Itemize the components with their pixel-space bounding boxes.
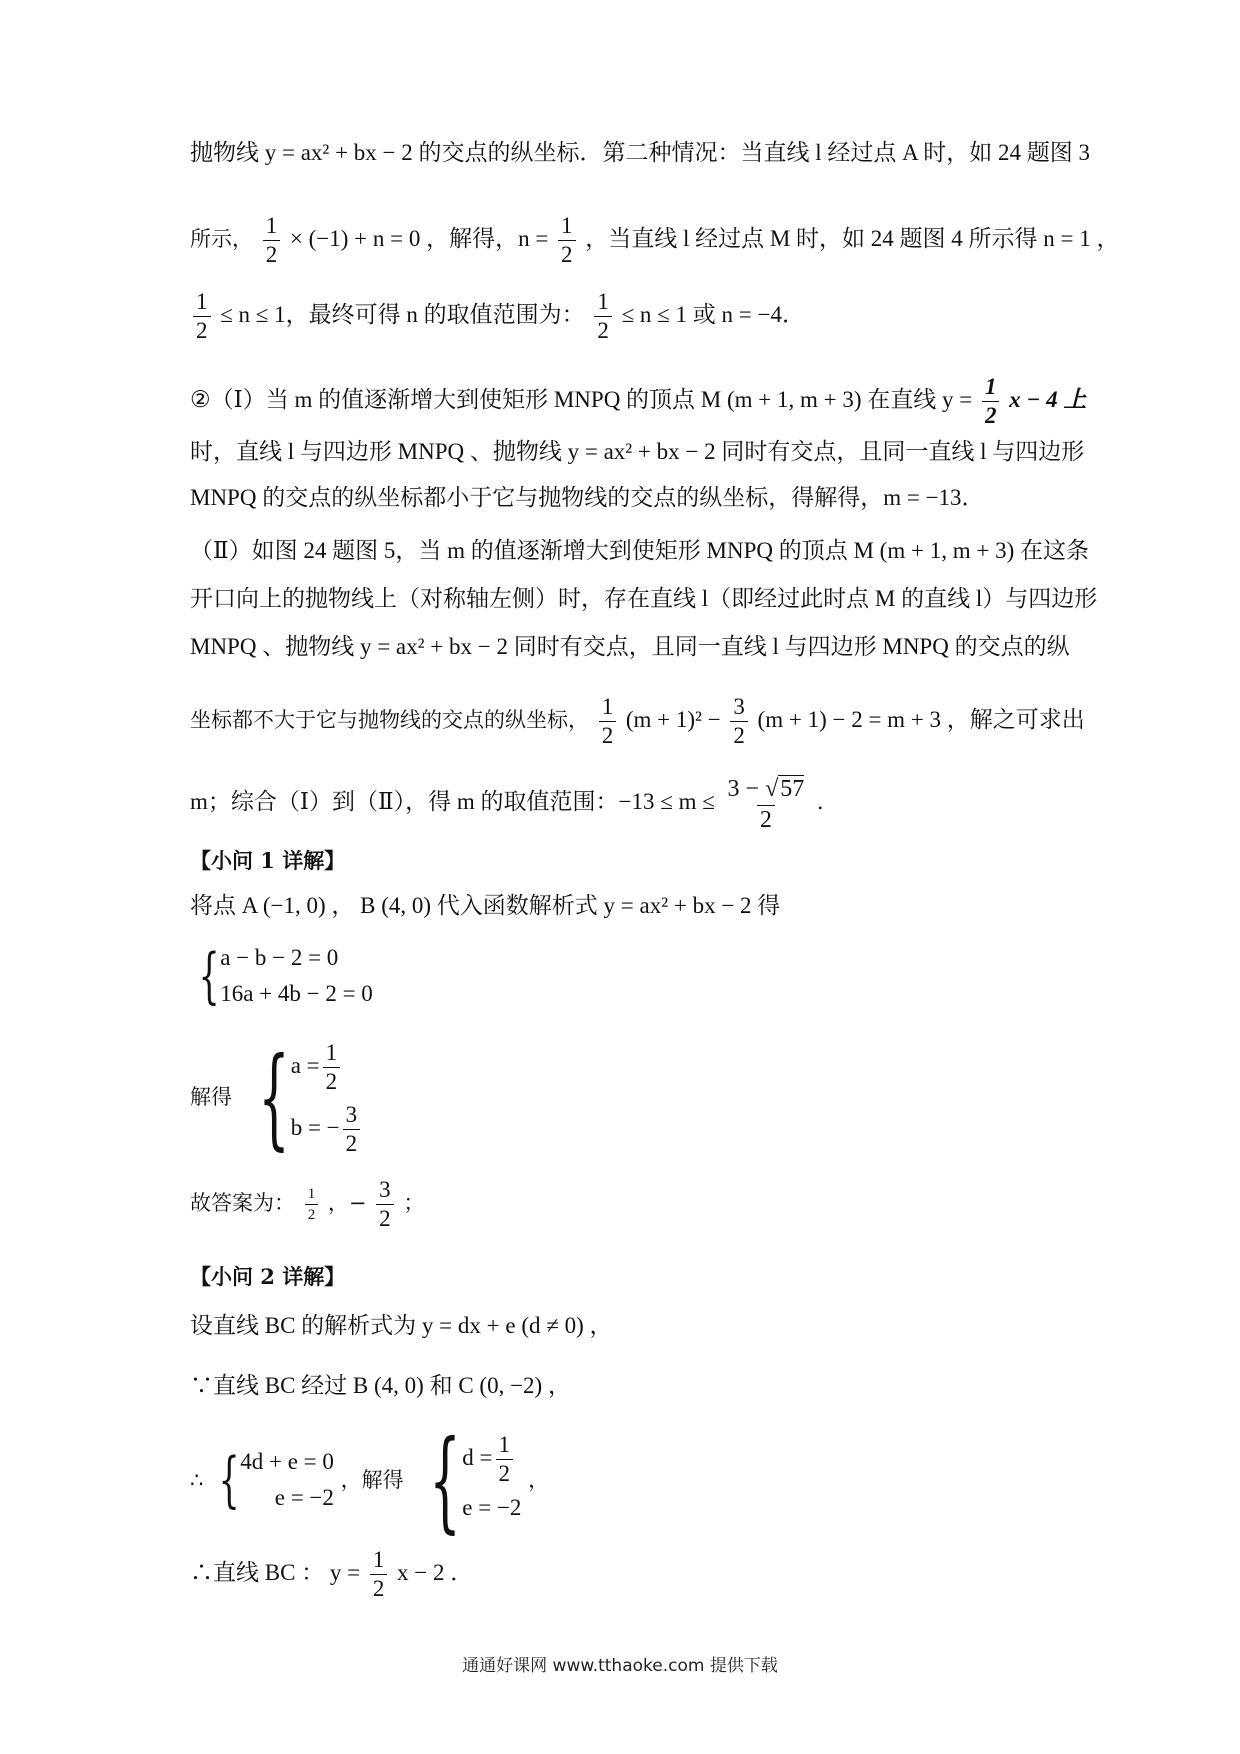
line-12-text: 将点 A (−1, 0) ， B (4, 0) 代入函数解析式 y = ax² + bx − 2 得 [190,893,781,918]
text-line-4 [190,374,1087,428]
solution-1-row-a: a = $\frac{1}{2}$ [291,1035,363,1097]
left-brace-icon: { [198,941,220,1011]
line-16-text: ∵直线 BC 经过 B (4, 0) 和 C (0, −2) ， [190,1373,571,1398]
line-14-post: ； [403,1191,425,1215]
fraction-root-57: $\frac{3 - √57}{2}$ [727,776,805,833]
line-6-text: MNPQ 的交点的纵坐标都小于它与抛物线的交点的纵坐标，得解得，m = −13． [190,485,985,510]
line-17-post: ， [528,1468,550,1492]
line-17-mid: ，解得 [340,1468,404,1492]
text-line-7 [190,536,1089,566]
line-10-mid: (m + 1)² − [625,707,721,732]
system-2-row-2: e = −2 [274,1485,334,1510]
line-2-mid: × (−1) + n = 0 ，解得，n = [289,226,549,251]
text-line-8 [190,584,1098,614]
line-3-a: ≤ n ≤ 1，最终可得 n 的取值范围为： [220,302,585,327]
solution-2-row-b: e = −2 [462,1495,522,1521]
line-3-b: ≤ n ≤ 1 或 n = −4． [621,302,806,327]
line-5-text: 时，直线 l 与四边形 MNPQ 、抛物线 y = ax² + bx − 2 同时有交点，且同一直线 l 与四边形 [190,439,1085,464]
line-14-pre: 故答案为： [190,1191,295,1215]
left-brace-icon: { [257,1033,290,1161]
therefore-symbol: ∴ [190,1468,204,1492]
line-9-text: MNPQ 、抛物线 y = ax² + bx − 2 同时有交点，且同一直线 l 与四边形 MNPQ 的交点的纵 [190,634,1070,659]
text-line-1 [190,138,1090,168]
system-2-row-1: 4d + e = 0 [240,1449,334,1474]
left-brace-icon: { [218,1445,240,1515]
line-11-post: ． [816,790,838,814]
solution-1-label: 解得 [190,1085,232,1109]
fraction-one-half: $\frac{1}{2}$ [193,290,211,343]
text-line-11 [190,775,1070,832]
fraction-one-half: $\frac{1}{2}$ [370,1548,388,1601]
line-14-sep: ，− [327,1191,367,1215]
line-4-pre: ②（Ⅰ）当 m 的值逐渐增大到使矩形 MNPQ 的顶点 M (m + 1, m + 3) 在直线 y = [190,387,973,412]
line-18-post: x − 2 ． [397,1560,474,1585]
solution-1 [239,1035,363,1159]
section-heading-1 [190,846,1070,876]
line-10-pre: 坐标都不大于它与抛物线的交点的纵坐标， [190,708,589,732]
line-2-post: ，当直线 l 经过点 M 时，如 24 题图 4 所示得 n = 1 ， [585,226,1120,251]
solution-1-row-b: b = − $\frac{3}{2}$ [291,1097,363,1159]
text-line-15 [190,1311,1070,1341]
text-line-2 [190,213,1120,267]
line-18-pre: ∴直线 BC ： y = [190,1560,361,1585]
left-brace-icon: { [429,1416,462,1544]
heading-1-text: 【小问 1 详解】 [190,848,346,873]
fraction-three-halves: $\frac{3}{2}$ [730,695,748,748]
fraction-three-halves: $\frac{3}{2}$ [376,1178,394,1231]
text-line-12 [190,891,1070,921]
line-2-pre: 所示， [190,227,253,251]
line-8-text: 开口向上的抛物线上（对称轴左侧）时，存在直线 l（即经过此时点 M 的直线 l）与四边形 [190,586,1098,611]
system-2 [210,1444,334,1516]
line-4-post: x − 4 上 [1009,387,1087,412]
text-line-6 [190,483,1070,513]
system-1-row-1: a − b − 2 = 0 [220,945,339,970]
line-7-text: （Ⅱ）如图 24 题图 5，当 m 的值逐渐增大到使矩形 MNPQ 的顶点 M (m + 1, m + 3) 在这条 [190,538,1089,563]
text-line-16 [190,1371,1070,1401]
section-heading-2 [190,1262,1070,1292]
line-1-text: 抛物线 y = ax² + bx − 2 的交点的纵坐标．第二种情况：当直线 l 经过点 A 时，如 24 题图 3 [190,140,1090,165]
line-10-post: (m + 1) − 2 = m + 3 ，解之可求出 [757,707,1085,732]
line-15-text: 设直线 BC 的解析式为 y = dx + e (d ≠ 0) ， [190,1313,613,1338]
system-1 [190,940,373,1012]
fraction-one-half: $\frac{1}{2}$ [599,695,617,748]
equation-system-1 [190,940,1070,1020]
system-1-row-2: 16a + 4b − 2 = 0 [220,981,373,1006]
fraction-one-half-small: $\frac{1}{2}$ [305,1186,319,1223]
text-line-3 [190,290,1070,343]
heading-2-text: 【小问 2 详解】 [190,1264,346,1289]
solution-2 [410,1416,522,1544]
solution-2-row-a: d = $\frac{1}{2}$ [462,1430,521,1486]
text-line-10 [190,694,1085,748]
fraction-one-half-bold: $\frac{1}{2}$ [982,375,1000,428]
text-line-5 [190,437,1085,467]
text-line-9 [190,632,1070,662]
fraction-one-half: $\frac{1}{2}$ [594,290,612,343]
fraction-one-half: $\frac{1}{2}$ [558,214,576,267]
text-line-18 [190,1548,1070,1601]
text-line-14 [190,1178,1070,1231]
page-footer: 通通好课网 www.tthaoke.com 提供下载 [462,1656,778,1676]
solution-system-1 [190,1035,1070,1165]
line-11-pre: m；综合（Ⅰ）到（Ⅱ），得 m 的取值范围：−13 ≤ m ≤ [190,789,715,814]
fraction-one-half: $\frac{1}{2}$ [263,214,281,267]
text-line-17 [190,1416,1070,1544]
